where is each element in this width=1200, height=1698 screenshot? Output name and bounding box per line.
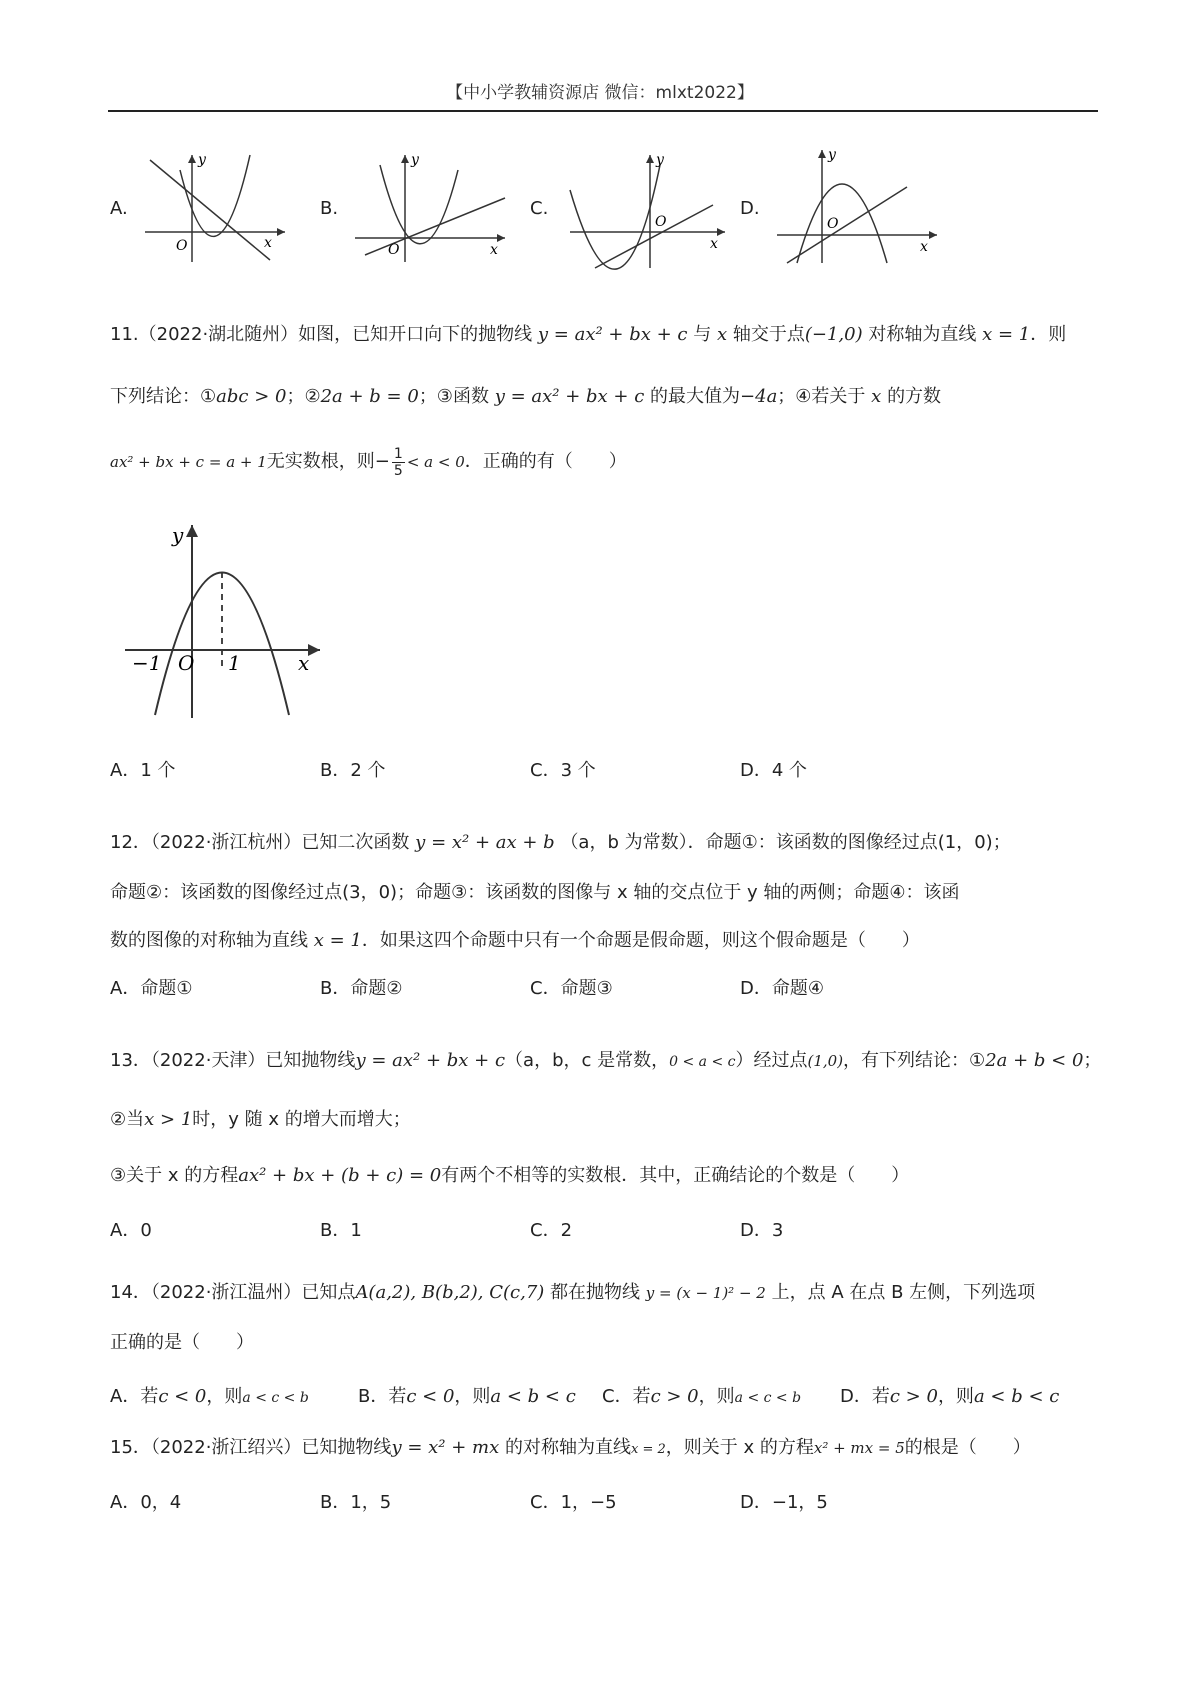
q15-option-a: A．0，4	[110, 1492, 182, 1513]
q15-text: 的对称轴为直线	[504, 1437, 631, 1458]
q12-text: ．如果这四个命题中只有一个命题是假命题，则这个假命题是（ ）	[361, 930, 920, 951]
q13-line-1	[110, 1048, 1101, 1075]
q14-option-d-label: D．若	[840, 1386, 890, 1407]
q13-text: ③关于 x 的方程	[110, 1165, 239, 1186]
q14-text: 都在抛物线	[550, 1282, 641, 1303]
q14-option-a-res: a < c < b	[242, 1390, 309, 1406]
q13-option-c: C．2	[530, 1220, 573, 1241]
q11-fraction	[392, 446, 405, 479]
q11-graph	[120, 520, 330, 725]
q12-text: 数的图像的对称轴为直线	[110, 930, 308, 951]
q12-text: （a，b 为常数）．命题①：该函数的图像经过点(1，0)；	[560, 832, 1011, 853]
q11-option-d: D．4 个	[740, 760, 808, 781]
q12-math: x = 1	[313, 930, 362, 951]
q10-graph-d	[772, 145, 942, 265]
q11-text: 无实数根，则	[266, 451, 375, 472]
q10-graph-a	[140, 150, 290, 265]
q12-line-2: 命题②：该函数的图像经过点(3，0)；命题③：该函数的图像与 x 轴的交点位于 y 轴的两侧；命题④：该函	[110, 882, 960, 903]
q14-option-d-res: a < b < c	[973, 1386, 1060, 1407]
q11-text: 与	[693, 324, 712, 345]
q14-math: A(a,2), B(b,2), C(c,7)	[355, 1282, 545, 1303]
q11-text: 如图，已知开口向下的抛物线	[298, 324, 533, 345]
q12-text: 12．（2022·浙江杭州）已知二次函数	[110, 832, 410, 853]
q14-option-d	[840, 1384, 1059, 1410]
q14-option-b	[358, 1384, 576, 1410]
q10-c-y-label: y	[656, 152, 664, 168]
q10-d-x-label: x	[920, 239, 928, 255]
q10-a-y-label: y	[198, 152, 206, 168]
q11-frac-num: 1	[393, 445, 403, 462]
q14-option-c	[602, 1384, 801, 1411]
q11-graph-origin-label: O	[178, 651, 195, 675]
q11-text: 的最大值为	[650, 386, 741, 407]
q15-math: x² + mx = 5	[813, 1439, 905, 1457]
q11-math: < a < 0	[406, 453, 465, 471]
q10-graph-b	[350, 150, 510, 265]
q12-option-a: A．命题①	[110, 978, 193, 999]
q13-text: ）经过点	[735, 1050, 808, 1071]
q11-math: (−1,0)	[804, 324, 863, 345]
q13-text: 时，y 随 x 的增大而增大；	[192, 1109, 411, 1130]
q14-option-c-mid: ，则	[698, 1386, 735, 1407]
q12-line-3	[110, 928, 920, 954]
q15-line-1	[110, 1435, 1031, 1463]
q15-option-c: C．1，−5	[530, 1492, 617, 1513]
q10-graph-c	[565, 150, 730, 270]
q10-b-y-label: y	[411, 152, 419, 168]
q13-math: ax² + bx + (b + c) = 0	[238, 1165, 442, 1186]
q11-number: 11.	[110, 324, 139, 345]
q13-text: ；	[1083, 1050, 1102, 1071]
q10-d-y-label: y	[828, 147, 836, 163]
q11-line-3	[110, 442, 627, 482]
q11-option-b: B．2 个	[320, 760, 386, 781]
q15-text: ，则关于 x 的方程	[665, 1437, 814, 1458]
q14-option-d-cond: c > 0	[889, 1386, 938, 1407]
q10-a-origin-label: O	[176, 238, 188, 254]
q15-math: x = 2	[630, 1442, 666, 1457]
q15-math: y = x² + mx	[391, 1437, 500, 1458]
q10-d-origin-label: O	[827, 216, 839, 232]
q11-graph-x-label: x	[298, 651, 310, 675]
q13-math: 2a + b < 0	[985, 1050, 1084, 1071]
q15-text: 15．（2022·浙江绍兴）已知抛物线	[110, 1437, 392, 1458]
q14-line-1	[110, 1280, 1035, 1306]
q11-text: ；③函数	[418, 386, 489, 407]
q13-line-2	[110, 1107, 411, 1133]
q13-text: 13．（2022·天津）已知抛物线	[110, 1050, 356, 1071]
q13-text: ②当	[110, 1109, 145, 1130]
q14-option-a-label: A．若	[110, 1386, 159, 1407]
q10-option-b-letter: B.	[320, 198, 339, 219]
q15-text: 的根是（ ）	[904, 1437, 1031, 1458]
q11-text: ；④若关于	[777, 386, 866, 407]
q10-a-x-label: x	[264, 235, 272, 251]
q11-graph-neg1-label: −1	[132, 651, 162, 675]
q12-option-d: D．命题④	[740, 978, 824, 999]
q11-frac-den: 5	[393, 462, 403, 479]
q11-math: x	[716, 324, 728, 345]
q10-b-origin-label: O	[388, 242, 400, 258]
q14-option-b-cond: c < 0	[406, 1386, 455, 1407]
q12-option-b: B．命题②	[320, 978, 403, 999]
q11-math: 2a + b = 0	[320, 386, 419, 407]
q11-text: ．正确的有（ ）	[464, 451, 627, 472]
q11-math: −4a	[740, 386, 778, 407]
q10-option-c-letter: C.	[530, 198, 549, 219]
q11-text: ；②	[286, 386, 321, 407]
q11-text: 下列结论：①	[110, 386, 217, 407]
q14-text: 上，点 A 在点 B 左侧，下列选项	[771, 1282, 1036, 1303]
q11-text: 对称轴为直线	[868, 324, 977, 345]
page-header: 【中小学教辅资源店 微信：mlxt2022】	[446, 83, 754, 103]
q14-option-c-cond: c > 0	[650, 1386, 699, 1407]
q13-math: x > 1	[144, 1109, 193, 1130]
q15-option-d: D．−1，5	[740, 1492, 828, 1513]
q14-text: 14．（2022·浙江温州）已知点	[110, 1282, 356, 1303]
q13-line-3	[110, 1163, 909, 1189]
q11-math: abc > 0	[216, 386, 287, 407]
q14-option-a-cond: c < 0	[158, 1386, 207, 1407]
q11-option-a: A．1 个	[110, 760, 176, 781]
q12-line-1	[110, 830, 1011, 856]
q14-option-b-label: B．若	[358, 1386, 407, 1407]
q12-math: y = x² + ax + b	[415, 832, 555, 853]
q13-text: （a，b，c 是常数，	[505, 1050, 670, 1071]
q14-line-2: 正确的是（ ）	[110, 1332, 254, 1353]
q11-math: y = ax² + bx + c	[537, 324, 688, 345]
q14-option-b-mid: ，则	[454, 1386, 491, 1407]
q13-option-b: B．1	[320, 1220, 362, 1241]
q11-frac-sign: −	[374, 451, 390, 472]
q11-line-1	[110, 322, 1066, 348]
q11-text: 轴交于点	[732, 324, 805, 345]
q10-option-d-letter: D.	[740, 198, 760, 219]
q13-option-a: A．0	[110, 1220, 152, 1241]
q11-math: ax² + bx + c = a + 1	[110, 453, 267, 471]
q10-option-a-letter: A.	[110, 198, 128, 219]
q11-math: x = 1	[982, 324, 1031, 345]
q14-option-a	[110, 1384, 309, 1411]
q10-c-origin-label: O	[655, 214, 667, 230]
q11-graph-y-label: y	[172, 523, 184, 547]
q11-math: x	[871, 386, 882, 407]
q13-text: ，有下列结论：①	[843, 1050, 986, 1071]
q13-math: y = ax² + bx + c	[355, 1050, 506, 1071]
q11-source: （2022·湖北随州）	[138, 324, 299, 345]
q14-option-b-res: a < b < c	[490, 1386, 576, 1407]
q11-text: 的方数	[887, 386, 942, 407]
q14-option-d-mid: ，则	[937, 1386, 974, 1407]
q14-option-c-res: a < c < b	[734, 1390, 802, 1406]
q13-math: (1,0)	[807, 1052, 844, 1070]
q13-option-d: D．3	[740, 1220, 784, 1241]
q11-option-c: C．3 个	[530, 760, 596, 781]
q14-option-a-mid: ，则	[206, 1386, 243, 1407]
q14-math: y = (x − 1)² − 2	[645, 1284, 766, 1302]
q13-text: 有两个不相等的实数根．其中，正确结论的个数是（ ）	[441, 1165, 910, 1186]
q11-math: y = ax² + bx + c	[494, 386, 645, 407]
q13-math: 0 < a < c	[669, 1054, 736, 1070]
q11-graph-one-label: 1	[228, 651, 241, 675]
header-rule	[108, 110, 1098, 112]
q10-b-x-label: x	[490, 242, 498, 258]
q10-c-x-label: x	[710, 236, 718, 252]
q14-option-c-label: C．若	[602, 1386, 651, 1407]
q15-option-b: B．1，5	[320, 1492, 392, 1513]
q12-option-c: C．命题③	[530, 978, 613, 999]
q11-line-2	[110, 384, 941, 410]
q11-text: ．则	[1030, 324, 1067, 345]
